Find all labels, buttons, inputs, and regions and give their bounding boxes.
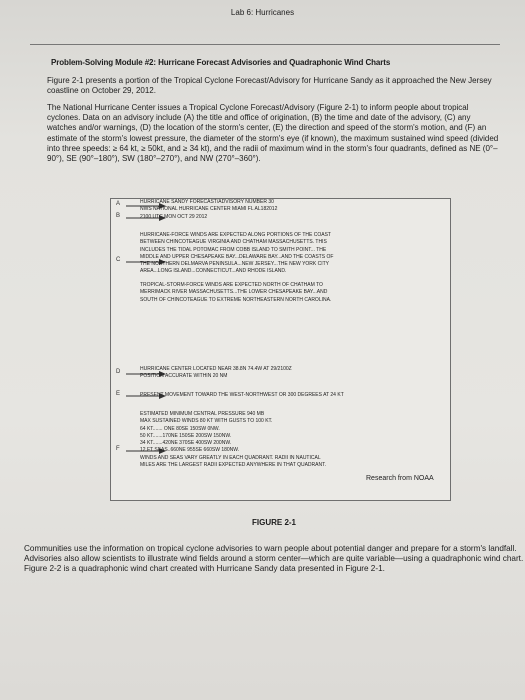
bulletin-line: ESTIMATED MINIMUM CENTRAL PRESSURE 940 MB (140, 411, 265, 417)
bulletin-office-line: NWS NATIONAL HURRICANE CENTER MIAMI FL AL182012 (140, 206, 278, 213)
advisory-description-paragraph: The National Hurricane Center issues a Tropical Cyclone Forecast/Advisory (Figure 2-1) to inform people about tropical cyclones. Data on an advisory include (A) the title and office of origination, (B) the time and date of the advisory, (C) any watches and/or warnings, (D) the location of the storm's center, (E) the direction and speed of the storm's motion, and (F) an estimate of the storm's lowest pressure, the diameter of the storm's eye (if known), the maximum sustained wind speed (divided into three speeds: ≥ 64 kt, ≥ 50kt, and ≥ 34 kt), and the radii of maximum wind in the storm's four quadrants, defined as NE (0°–90°), SE (90°–180°), SW (180°–270°), and NW (270°–360°). (47, 103, 499, 164)
bulletin-line: MILES ARE THE LARGEST RADII EXPECTED ANYWHERE IN THAT QUADRANT. (140, 462, 326, 469)
header-rule (30, 44, 500, 45)
bulletin-c-tropical-storm (140, 282, 331, 304)
bulletin-line: WINDS AND SEAS VARY GREATLY IN EACH QUADRANT. RADII IN NAUTICAL (140, 454, 321, 461)
bulletin-a (140, 199, 277, 214)
label-f: F (116, 446, 120, 452)
bulletin-line: SOUTH OF CHINCOTEAGUE TO EXTREME NORTHEASTERN NORTH CAROLINA. (140, 296, 332, 303)
bulletin-line: THE NORTHERN DELMARVA PENINSULA...NEW JERSEY...THE NEW YORK CITY (140, 261, 330, 268)
bulletin-f (140, 411, 326, 469)
page-header: Lab 6: Hurricanes (230, 8, 295, 17)
intro-paragraph: Figure 2-1 presents a portion of the Tropical Cyclone Forecast/Advisory for Hurricane Sandy as it approached the New Jersey coastline on October 29, 2012. (47, 76, 492, 96)
bulletin-line: AREA...LONG ISLAND...CONNECTICUT...AND RHODE ISLAND. (140, 268, 287, 275)
communities-paragraph: Communities use the information on tropical cyclone advisories to warn people about potential danger and prepare for a storm's landfall. Advisories also allow scientists to illustrate wind fields around a storm center—which are quite variable—using a quadraphonic wind chart. Figure 2-2 is a quadraphonic wind chart created with Hurricane Sandy data presented in Figure 2-1. (24, 544, 524, 574)
bulletin-line: 12 FT SEAS..660NE 955SE 660SW 180NW. (140, 447, 240, 454)
bulletin-line: 34 KT.......420NE 370SE 400SW 200NW. (140, 440, 232, 447)
label-b: B (116, 213, 121, 219)
bulletin-location-line: HURRICANE CENTER LOCATED NEAR 38.8N 74.4W AT 29/2100Z (140, 366, 292, 372)
bulletin-title-line: HURRICANE SANDY FORECAST/ADVISORY NUMBER 30 (140, 199, 274, 205)
bulletin-line: MIDDLE AND UPPER CHESAPEAKE BAY...DELAWARE BAY...AND THE COASTS OF (140, 253, 334, 260)
bulletin-d (140, 366, 292, 381)
module-title: Problem-Solving Module #2: Hurricane Forecast Advisories and Quadraphonic Wind Charts (51, 58, 391, 67)
label-e: E (116, 391, 121, 397)
bulletin-movement-line: PRESENT MOVEMENT TOWARD THE WEST-NORTHWEST OR 300 DEGREES AT 24 KT (140, 392, 344, 398)
bulletin-line: TROPICAL-STORM-FORCE WINDS ARE EXPECTED NORTH OF CHATHAM TO (140, 282, 323, 288)
bulletin-line: HURRICANE-FORCE WINDS ARE EXPECTED ALONG PORTIONS OF THE COAST (140, 232, 331, 238)
bulletin-b (140, 214, 207, 221)
bulletin-time-line: 2100 UTC MON OCT 29 2012 (140, 214, 208, 220)
bulletin-line: BETWEEN CHINCOTEAGUE VIRGINIA AND CHATHAM MASSACHUSETTS. THIS (140, 239, 327, 246)
bulletin-line: INCLUDES THE TIDAL POTOMAC FROM COBB ISLAND TO SMITH POINT... THE (140, 246, 327, 253)
figure-caption: FIGURE 2-1 (252, 518, 297, 527)
bulletin-accuracy-line: POSITION ACCURATE WITHIN 20 NM (140, 373, 228, 380)
bulletin-e (140, 392, 344, 399)
figure-credit: Research from NOAA (366, 475, 434, 482)
bulletin-line: 64 KT....... ONE 80SE 150SW 0NW. (140, 425, 220, 432)
bulletin-line: MAX SUSTAINED WINDS 80 KT WITH GUSTS TO 100 KT. (140, 418, 273, 425)
label-d: D (116, 369, 121, 375)
bulletin-line: 50 KT.......170NE 150SE 200SW 150NW. (140, 432, 232, 439)
bulletin-line: MERRIMACK RIVER MASSACHUSETTS...THE LOWER CHESAPEAKE BAY...AND (140, 289, 328, 296)
label-c: C (116, 257, 121, 263)
label-a: A (116, 201, 121, 207)
bulletin-c-warnings (140, 232, 333, 276)
